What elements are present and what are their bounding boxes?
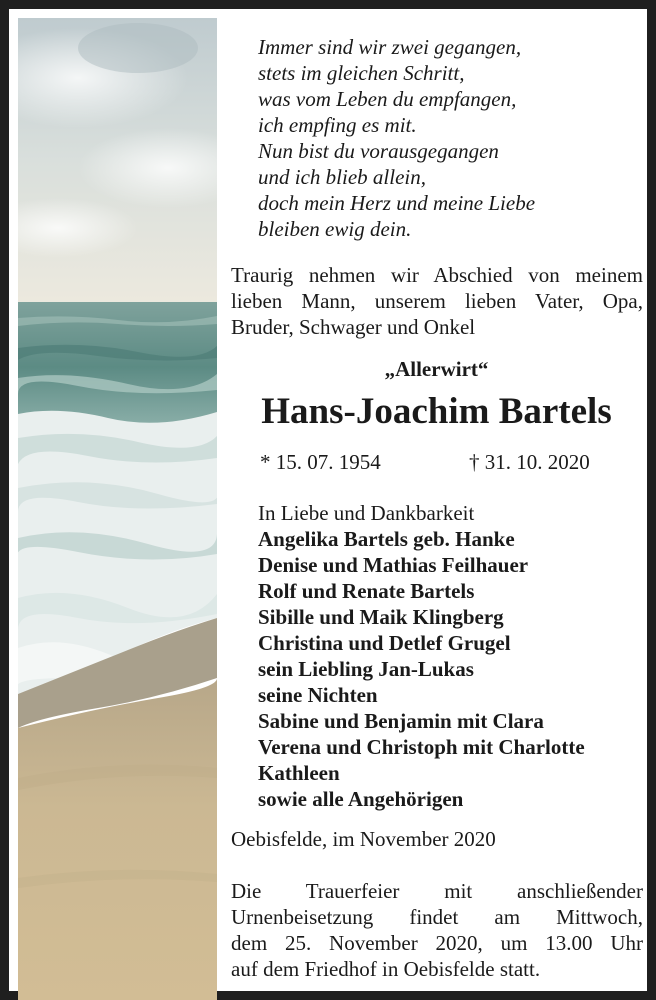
mourner: Rolf und Renate Bartels [258,579,475,603]
nickname: „Allerwirt“ [384,357,489,381]
mourners-list [258,500,653,812]
poem-line: bleiben ewig dein. [258,217,412,241]
intro-line: Bruder, Schwager und Onkel [231,315,476,339]
poem-line: doch mein Herz und meine Liebe [258,191,536,215]
deceased-name: Hans-Joachim Bartels [261,391,612,432]
service-line: Urnenbeisetzung findet am Mittwoch, [231,905,643,929]
beach-waves-image [18,18,217,1000]
mourner: sowie alle Angehörigen [258,787,464,811]
mourner: sein Liebling Jan-Lukas [258,657,474,681]
mourner: Denise und Mathias Feilhauer [258,553,529,577]
mourner: Angelika Bartels geb. Hanke [258,527,515,551]
poem [258,34,638,242]
obituary-text [217,18,656,1000]
poem-line: Immer sind wir zwei gegangen, [258,35,522,59]
mourner: Kathleen [258,761,340,785]
poem-line: und ich blieb allein, [258,165,426,189]
mourner: seine Nichten [258,683,378,707]
mourner: Sabine und Benjamin mit Clara [258,709,544,733]
mourner: Verena und Christoph mit Charlotte [258,735,585,759]
funeral-service-info [231,878,643,982]
mourner: Sibille und Maik Klingberg [258,605,504,629]
mourners-intro: In Liebe und Dankbarkeit [258,501,475,525]
poem-line: stets im gleichen Schritt, [258,61,465,85]
intro-line: Traurig nehmen wir Abschied von meinem [231,263,643,287]
service-line: dem 25. November 2020, um 13.00 Uhr [231,931,643,955]
death-date: † 31. 10. 2020 [469,450,590,474]
poem-line: was vom Leben du empfangen, [258,87,517,111]
service-line: Die Trauerfeier mit anschließender [231,879,643,903]
birth-date: * 15. 07. 1954 [260,450,381,474]
poem-line: Nun bist du vorausgegangen [258,139,499,163]
service-line: auf dem Friedhof in Oebisfelde statt. [231,957,541,981]
place-date: Oebisfelde, im November 2020 [231,827,496,851]
poem-line: ich empfing es mit. [258,113,417,137]
intro-line: lieben Mann, unserem lieben Vater, Opa, [231,289,643,313]
farewell-intro [231,262,643,340]
mourner: Christina und Detlef Grugel [258,631,511,655]
